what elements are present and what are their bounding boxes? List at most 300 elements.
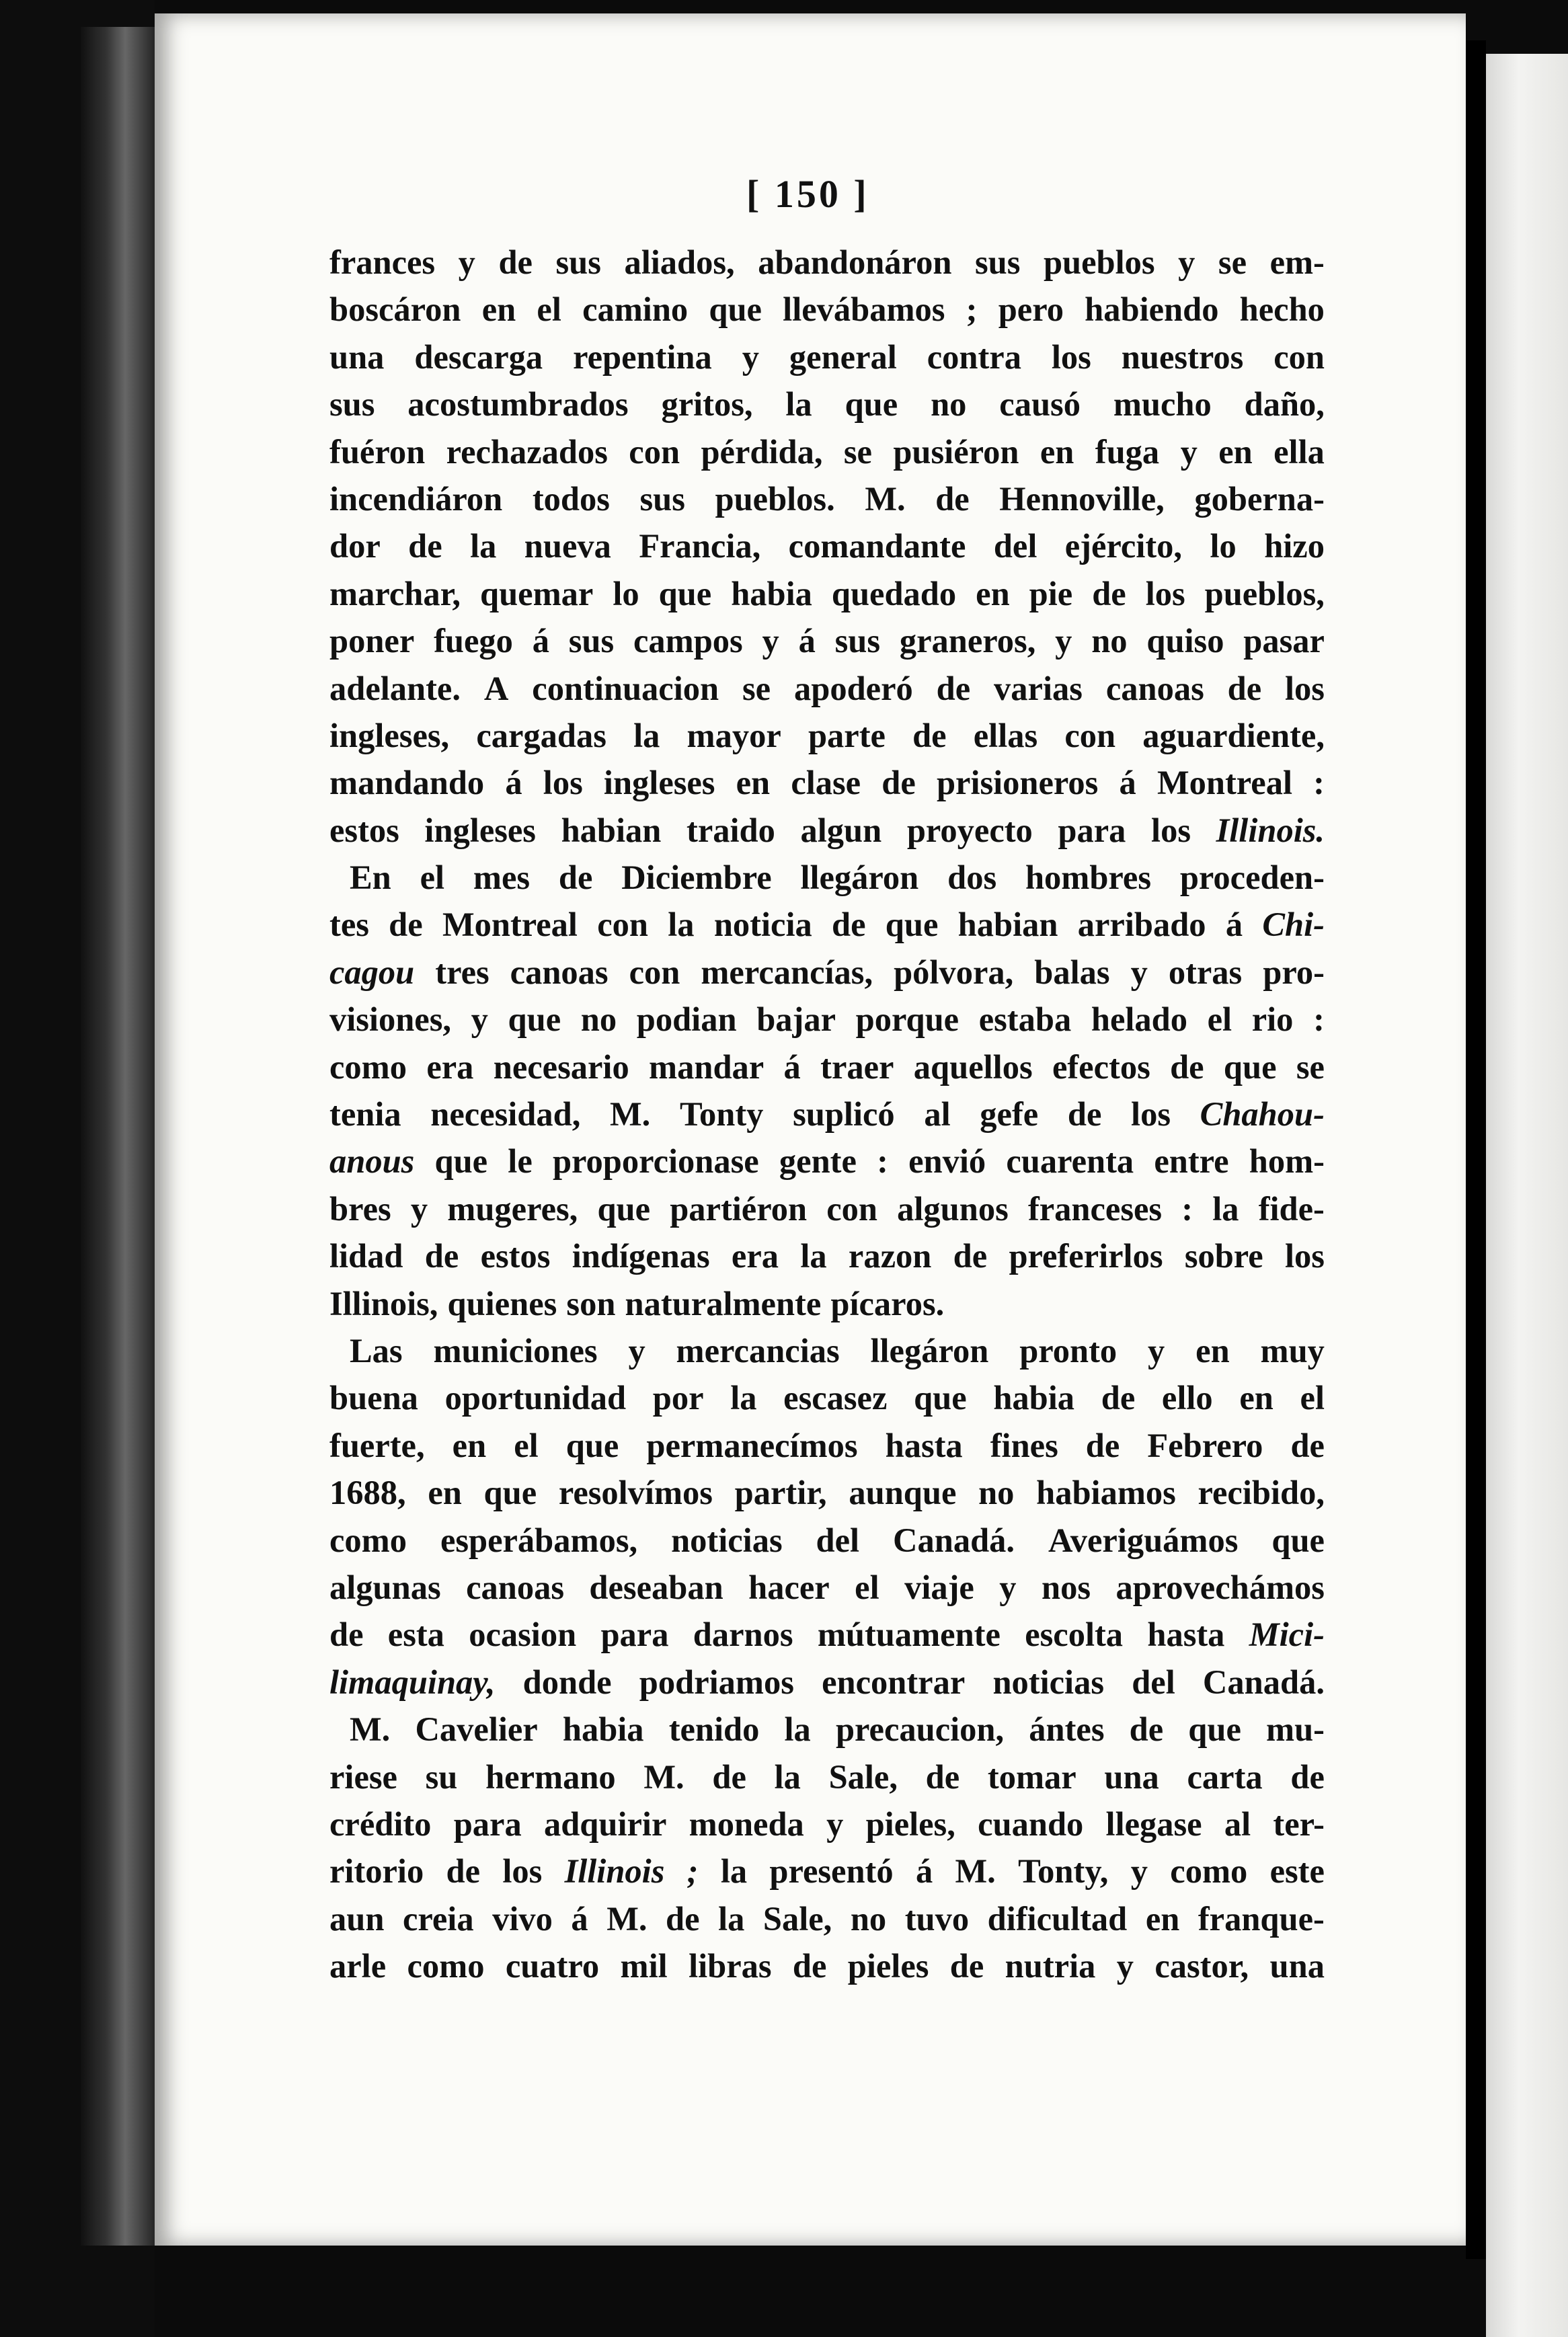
- word: Hennoville,: [999, 479, 1165, 518]
- word: y: [742, 338, 759, 376]
- word: graneros,: [899, 622, 1036, 660]
- word: anous: [329, 1142, 415, 1181]
- word: este: [1269, 1852, 1325, 1891]
- word: á: [505, 764, 522, 802]
- text-line: [329, 617, 1325, 664]
- text-line: [329, 570, 1325, 617]
- word: esperábamos,: [440, 1521, 638, 1559]
- word: em-: [1269, 243, 1325, 281]
- word: necesario: [493, 1047, 629, 1086]
- word: M.: [610, 1095, 651, 1134]
- word: Averiguámos: [1048, 1521, 1239, 1559]
- word: libras: [689, 1947, 772, 1985]
- word: muy: [1260, 1331, 1325, 1370]
- text-line: [329, 759, 1325, 806]
- word: que: [709, 290, 762, 329]
- word: escolta: [1025, 1616, 1124, 1654]
- word: que: [508, 1000, 561, 1039]
- word: los: [502, 1852, 543, 1891]
- word: los: [1051, 338, 1091, 376]
- word: dificultad: [987, 1899, 1128, 1938]
- word: franque-: [1198, 1899, 1325, 1938]
- word: el: [1207, 1000, 1232, 1039]
- word: lo: [1210, 527, 1237, 565]
- word: otras: [1168, 953, 1243, 991]
- word: algunas: [329, 1568, 441, 1606]
- word: podian: [636, 1000, 737, 1039]
- word: pieles: [847, 1947, 929, 1985]
- word: tres: [435, 953, 489, 991]
- word: necesidad,: [430, 1095, 581, 1134]
- word: habian: [957, 906, 1058, 944]
- word: sus: [329, 385, 375, 424]
- word: canoas: [510, 953, 609, 991]
- word: ello: [1161, 1379, 1213, 1417]
- word: hermano: [485, 1757, 616, 1796]
- word: partir,: [734, 1474, 827, 1512]
- word: fuéron: [329, 432, 426, 471]
- word: hizo: [1264, 527, 1325, 565]
- word: á: [783, 1047, 801, 1086]
- word: la: [720, 1852, 748, 1891]
- word: sus: [555, 243, 601, 281]
- word: Canadá.: [1202, 1663, 1325, 1701]
- word: con: [597, 906, 648, 944]
- text-line: [329, 1043, 1325, 1091]
- word: para: [600, 1616, 669, 1654]
- word: acostumbrados: [407, 385, 629, 424]
- word: y: [1130, 953, 1148, 991]
- word: aunque: [849, 1474, 957, 1512]
- word: quiso: [1146, 622, 1224, 660]
- word: lidad: [329, 1237, 403, 1275]
- word: á: [1225, 906, 1243, 944]
- word: en: [1218, 432, 1253, 471]
- word: boscáron: [329, 290, 461, 329]
- word: el: [855, 1568, 879, 1606]
- word: Cavelier: [415, 1710, 538, 1749]
- word: ritorio: [329, 1852, 424, 1891]
- word: traido: [687, 811, 775, 849]
- word: del: [1132, 1663, 1175, 1701]
- word: de: [1101, 1379, 1136, 1417]
- word: como: [407, 1947, 485, 1985]
- word: hombres: [1025, 859, 1151, 897]
- text-line: [329, 286, 1325, 333]
- word: balas: [1034, 953, 1110, 991]
- word: de: [1085, 1426, 1120, 1464]
- word: los: [1285, 1237, 1325, 1275]
- word: Sale,: [762, 1899, 832, 1938]
- word: habian: [561, 811, 662, 849]
- text-line: [329, 1564, 1325, 1611]
- word: habiendo: [1085, 290, 1219, 329]
- word: para: [1058, 811, 1126, 849]
- word: noticias: [671, 1521, 783, 1559]
- word: pronto: [1019, 1331, 1118, 1370]
- word: preferirlos: [1009, 1237, 1163, 1275]
- word: que: [885, 906, 939, 944]
- word: razon: [848, 1237, 932, 1275]
- word: M.: [643, 1757, 684, 1796]
- word: habia: [562, 1710, 644, 1749]
- word: que: [658, 574, 712, 612]
- word: de: [1092, 574, 1126, 612]
- word: :: [877, 1142, 888, 1181]
- word: goberna-: [1194, 479, 1325, 518]
- word: frances: [329, 243, 436, 281]
- word: se: [1218, 243, 1247, 281]
- word: deseaban: [589, 1568, 723, 1606]
- word: Canadá.: [893, 1521, 1015, 1559]
- word: contra: [927, 338, 1021, 376]
- word: en: [452, 1426, 487, 1464]
- word: canoas: [1105, 669, 1204, 707]
- word: pícaros.: [830, 1284, 945, 1322]
- word: de: [1129, 1710, 1164, 1749]
- page-gutter: [1466, 40, 1486, 2259]
- word: la: [668, 906, 695, 944]
- word: la: [730, 1379, 757, 1417]
- word: causó: [999, 385, 1081, 424]
- word: y: [762, 622, 779, 660]
- word: nuestros: [1121, 338, 1244, 376]
- word: fide-: [1258, 1189, 1325, 1228]
- text-line: [329, 1517, 1325, 1564]
- word: pro-: [1263, 953, 1325, 991]
- word: y: [1130, 1852, 1148, 1891]
- word: la: [800, 1237, 827, 1275]
- word: entre: [1154, 1142, 1229, 1181]
- text-line: [329, 1611, 1325, 1658]
- word: mercancias: [676, 1331, 840, 1370]
- word: y: [1178, 243, 1195, 281]
- word: todos: [532, 479, 610, 518]
- word: de: [712, 1757, 746, 1796]
- word: los: [1131, 1095, 1171, 1134]
- word: de: [1290, 1757, 1325, 1796]
- text-line: [329, 1185, 1325, 1232]
- word: de: [389, 906, 423, 944]
- word: estos: [329, 811, 399, 849]
- word: y: [826, 1805, 844, 1843]
- word: algunos: [897, 1189, 1009, 1228]
- word: indígenas: [572, 1237, 710, 1275]
- word: Tonty,: [1018, 1852, 1109, 1891]
- word: que: [483, 1474, 537, 1512]
- word: mugeres,: [447, 1189, 578, 1228]
- word: podriamos: [639, 1663, 794, 1701]
- word: carta: [1187, 1757, 1263, 1796]
- text-line: [329, 1091, 1325, 1138]
- word: campos: [633, 622, 743, 660]
- word: bajar: [756, 1000, 836, 1039]
- word: que: [1188, 1710, 1241, 1749]
- word: sus: [568, 622, 615, 660]
- word: :: [1313, 764, 1325, 802]
- word: en: [736, 764, 771, 802]
- word: creia: [402, 1899, 474, 1938]
- word: gritos,: [661, 385, 753, 424]
- word: pero: [998, 290, 1064, 329]
- word: se: [1296, 1047, 1325, 1086]
- word: oportunidad: [444, 1379, 627, 1417]
- word: Las: [350, 1331, 403, 1370]
- word: su: [425, 1757, 458, 1796]
- word: naturalmente: [625, 1284, 822, 1322]
- word: proporcionase: [552, 1142, 759, 1181]
- word: pueblos,: [1204, 574, 1325, 612]
- word: los: [1285, 669, 1325, 707]
- text-line: [329, 949, 1325, 996]
- text-line: [329, 665, 1325, 712]
- word: tomar: [987, 1757, 1076, 1796]
- word: vivo: [492, 1899, 553, 1938]
- word: como: [329, 1047, 407, 1086]
- word: se: [843, 432, 872, 471]
- word: presentó: [769, 1852, 894, 1891]
- word: de: [329, 1616, 364, 1654]
- word: de: [832, 906, 866, 944]
- adjacent-page-edge: [1486, 54, 1568, 2337]
- word: ;: [966, 290, 978, 329]
- word: ingleses,: [329, 716, 450, 754]
- word: llegáron: [800, 859, 919, 897]
- word: fines: [990, 1426, 1058, 1464]
- word: de: [666, 1899, 700, 1938]
- word: llegáron: [870, 1331, 989, 1370]
- word: buena: [329, 1379, 418, 1417]
- text-line: [329, 1374, 1325, 1421]
- word: la: [774, 1757, 801, 1796]
- word: ejército,: [1064, 527, 1183, 565]
- word: los: [1151, 811, 1191, 849]
- word: se: [742, 669, 771, 707]
- word: tuvo: [904, 1899, 970, 1938]
- word: y: [1116, 1947, 1134, 1985]
- word: de: [1170, 1047, 1204, 1086]
- word: sus: [639, 479, 685, 518]
- word: En: [350, 859, 391, 897]
- word: darnos: [693, 1616, 793, 1654]
- text-line: [329, 1753, 1325, 1800]
- word: fuga: [1095, 432, 1160, 471]
- word: de: [925, 1757, 960, 1796]
- word: Illinois: [564, 1852, 665, 1891]
- word: adquirir: [543, 1805, 667, 1843]
- text-line: [329, 1469, 1325, 1516]
- word: y: [410, 1189, 428, 1228]
- word: hacer: [748, 1568, 830, 1606]
- word: cuatro: [505, 1947, 600, 1985]
- word: apoderó: [793, 669, 913, 707]
- word: gente: [779, 1142, 857, 1181]
- word: habia: [731, 574, 812, 612]
- word: la: [784, 1710, 811, 1749]
- word: Montreal: [442, 906, 578, 944]
- word: clase: [791, 764, 861, 802]
- word: viaje: [904, 1568, 974, 1606]
- word: resolvímos: [558, 1474, 713, 1512]
- word: no: [1091, 622, 1128, 660]
- word: quienes: [447, 1284, 557, 1322]
- word: municiones: [433, 1331, 598, 1370]
- book-binding: [81, 27, 155, 2246]
- word: :: [1181, 1189, 1193, 1228]
- word: noticia: [713, 906, 812, 944]
- word: á: [798, 622, 816, 660]
- word: con: [1273, 338, 1325, 376]
- word: hecho: [1239, 290, 1325, 329]
- word: aun: [329, 1899, 385, 1938]
- word: arribado: [1077, 906, 1206, 944]
- word: llegase: [1105, 1805, 1202, 1843]
- word: tenia: [329, 1095, 401, 1134]
- word: adelante.: [329, 669, 461, 707]
- text-line: [329, 996, 1325, 1043]
- word: M.: [350, 1710, 391, 1749]
- word: Chahou-: [1200, 1095, 1325, 1134]
- text-line: [329, 239, 1325, 286]
- word: á: [1119, 764, 1136, 802]
- word: en: [976, 574, 1010, 612]
- word: precaucion,: [835, 1710, 1005, 1749]
- word: el: [514, 1426, 539, 1464]
- word: ingleses: [603, 764, 715, 802]
- word: á: [571, 1899, 588, 1938]
- text-line: [329, 1800, 1325, 1848]
- word: arle: [329, 1947, 387, 1985]
- word: pueblos: [1043, 243, 1155, 281]
- word: bres: [329, 1189, 391, 1228]
- word: los: [1145, 574, 1185, 612]
- word: pólvora,: [894, 953, 1014, 991]
- word: de: [935, 479, 970, 518]
- word: hom-: [1249, 1142, 1325, 1181]
- word: el: [1300, 1379, 1325, 1417]
- text-line: [329, 1232, 1325, 1279]
- word: la: [1212, 1189, 1239, 1228]
- word: abandonáron: [758, 243, 952, 281]
- word: gefe: [980, 1095, 1039, 1134]
- word: llevábamos: [783, 290, 945, 329]
- word: cuarenta: [1006, 1142, 1134, 1181]
- word: poner: [329, 622, 415, 660]
- word: como: [1170, 1852, 1248, 1891]
- word: pieles,: [865, 1805, 955, 1843]
- word: quemar: [479, 574, 594, 612]
- word: ella: [1273, 432, 1325, 471]
- body-text: [329, 239, 1325, 1989]
- word: de: [498, 243, 533, 281]
- word: general: [789, 338, 897, 376]
- word: quedado: [831, 574, 957, 612]
- word: mes: [473, 859, 531, 897]
- word: Illinois,: [329, 1284, 438, 1322]
- word: Diciembre: [621, 859, 772, 897]
- word: cargadas: [476, 716, 606, 754]
- word: mercancías,: [701, 953, 873, 991]
- word: le: [508, 1142, 533, 1181]
- text-line: [329, 712, 1325, 759]
- word: en: [1145, 1899, 1180, 1938]
- word: de: [408, 527, 442, 565]
- word: y: [458, 243, 475, 281]
- word: M.: [606, 1899, 648, 1938]
- word: que: [845, 385, 898, 424]
- word: de: [558, 859, 593, 897]
- word: partiéron: [670, 1189, 808, 1228]
- word: porque: [855, 1000, 959, 1039]
- word: pérdida,: [701, 432, 823, 471]
- word: una: [1104, 1757, 1159, 1796]
- word: mil: [620, 1947, 668, 1985]
- word: aquellos: [913, 1047, 1033, 1086]
- word: franceses: [1027, 1189, 1163, 1228]
- word: proceden-: [1179, 859, 1325, 897]
- word: incendiáron: [329, 479, 503, 518]
- word: helado: [1091, 1000, 1187, 1039]
- word: era: [731, 1237, 779, 1275]
- word: encontrar: [822, 1663, 966, 1701]
- word: noticias: [992, 1663, 1104, 1701]
- text-line: [329, 901, 1325, 948]
- word: de: [1290, 1426, 1325, 1464]
- text-line: [329, 333, 1325, 381]
- word: nueva: [524, 527, 611, 565]
- word: 1688,: [329, 1474, 406, 1512]
- text-line: [329, 1280, 1325, 1327]
- word: traer: [820, 1047, 894, 1086]
- word: al: [1224, 1805, 1251, 1843]
- word: marchar,: [329, 574, 461, 612]
- word: de: [792, 1947, 827, 1985]
- word: por: [652, 1379, 704, 1417]
- word: pueblos.: [715, 479, 835, 518]
- word: de: [424, 1237, 459, 1275]
- word: camino: [582, 290, 689, 329]
- word: con: [629, 432, 680, 471]
- word: recibido,: [1198, 1474, 1325, 1512]
- word: moneda: [689, 1805, 804, 1843]
- word: fuerte,: [329, 1426, 425, 1464]
- word: la: [718, 1899, 745, 1938]
- word: que: [597, 1189, 651, 1228]
- word: y: [1180, 432, 1198, 471]
- word: como: [329, 1521, 407, 1559]
- word: sus: [834, 622, 881, 660]
- word: y: [628, 1331, 645, 1370]
- word: son: [566, 1284, 616, 1322]
- word: comandante: [788, 527, 966, 565]
- word: el: [537, 290, 561, 329]
- word: nos: [1042, 1568, 1091, 1606]
- word: pusiéron: [893, 432, 1019, 471]
- word: estos: [480, 1237, 551, 1275]
- word: y: [1148, 1331, 1165, 1370]
- word: nutria: [1005, 1947, 1096, 1985]
- word: donde: [522, 1663, 612, 1701]
- word: Sale,: [828, 1757, 898, 1796]
- word: mandar: [649, 1047, 765, 1086]
- word: Illinois.: [1216, 811, 1325, 849]
- word: Mici-: [1249, 1616, 1325, 1654]
- word: M.: [865, 479, 906, 518]
- word: aguardiente,: [1142, 716, 1325, 754]
- word: que: [434, 1142, 488, 1181]
- text-line: [329, 475, 1325, 522]
- text-line: [329, 1848, 1325, 1895]
